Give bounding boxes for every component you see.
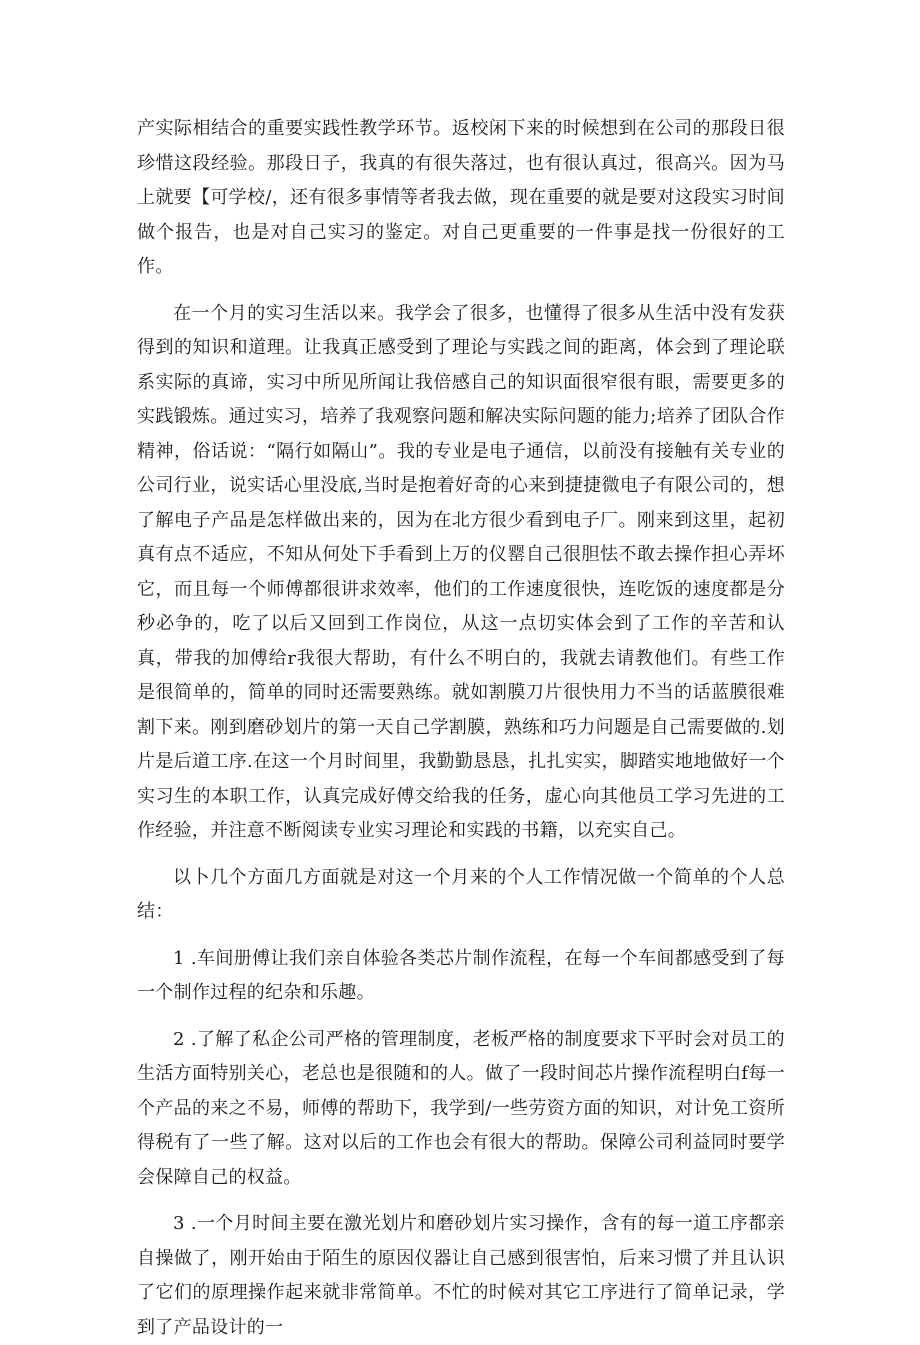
document-body — [137, 112, 785, 1345]
list-item-1: 1 .车间册傅让我们亲自体验各类芯片制作流程，在每一个车间都感受到了每一个制作过程的纪杂和乐趣。 — [137, 947, 785, 1003]
list-item-2: 2 .了解了私企公司严格的管理制度，老板严格的制度要求下平时会对员工的生活方面特别关心，老总也是很随和的人。做了一段时间芯片操作流程明白f每一个产品的来之不易，师傅的帮助下，我学到/一些劳资方面的知识，对计免工资所得税有了一些了解。这对以后的工作也会有很大的帮助。保障公司利益同时要学会保障自己的权益。 — [137, 1028, 785, 1188]
paragraph-summary-intro: 以卜几个方面几方面就是对这一个月来的个人工作情况做一个简单的个人总结： — [137, 866, 785, 922]
paragraph-continuation: 产实际相结合的重要实践性教学环节。返校闲下来的时候想到在公司的那段日很珍惜这段经验。那段日子，我真的有很失落过，也有很认真过，很高兴。因为马上就要【可学校/，还有很多事情等者我去做，现在重要的就是要对这段实习时间做个报告，也是对自己实习的鉴定。对自己更重要的一件事是找一份很好的工作。 — [137, 118, 785, 277]
list-item-3: 3 .一个月时间主要在激光划片和磨砂划片实习操作，含有的每一道工序都亲自操做了，刚开始由于陌生的原因仪器让自己感到很害怕，后来习惯了并且认识了它们的原理操作起来就非常简单。不忙的时候对其它工序进行了简单记录，学到了产品设计的一 — [137, 1213, 785, 1338]
paragraph-internship-experience: 在一个月的实习生活以来。我学会了很多，也懂得了很多从生活中没有发获得到的知识和道理。让我真正感受到了理论与实践之间的距离，体会到了理论联系实际的真谛，实习中所见所闻让我倍感自己的知识面很窄很有眼，需要更多的实践锻炼。通过实习，培养了我观察问题和解决实际问题的能力;培养了团队合作精神，俗话说：“隔行如隔山”。我的专业是电子通信，以前没有接触有关专业的公司行业，说实话心里没底,当时是抱着好奇的心来到捷捷微电子有限公司的，想了解电子产品是怎样做出来的，因为在北方很少看到电子厂。刚来到这里，起初真有点不适应，不知从何处下手看到上万的仪罂自己很胆怯不敢去操作担心弄坏它，而且每一个师傅都很讲求效率，他们的工作速度很快，连吃饭的速度都是分秒必争的，吃了以后又回到工作岗位，从这一点切实体会到了工作的辛苦和认真，带我的加傅给r我很大帮助，有什么不明白的，我就去请教他们。有些工作是很简单的，简单的同时还需要熟练。就如割膜刀片很快用力不当的话蓝膜很难割下来。刚到磨砂划片的第一天自己学割膜，熟练和巧力问题是自己需要做的.划片是后道工序.在这一个月时间里，我勤勤恳恳，扎扎实实，脚踏实地地做好一个实习生的本职工作，认真完成好傅交给我的任务，虚心向其他员工学习先进的工作经验，并注意不断阅读专业实习理论和实践的书籍，以充实自己。 — [137, 302, 785, 841]
